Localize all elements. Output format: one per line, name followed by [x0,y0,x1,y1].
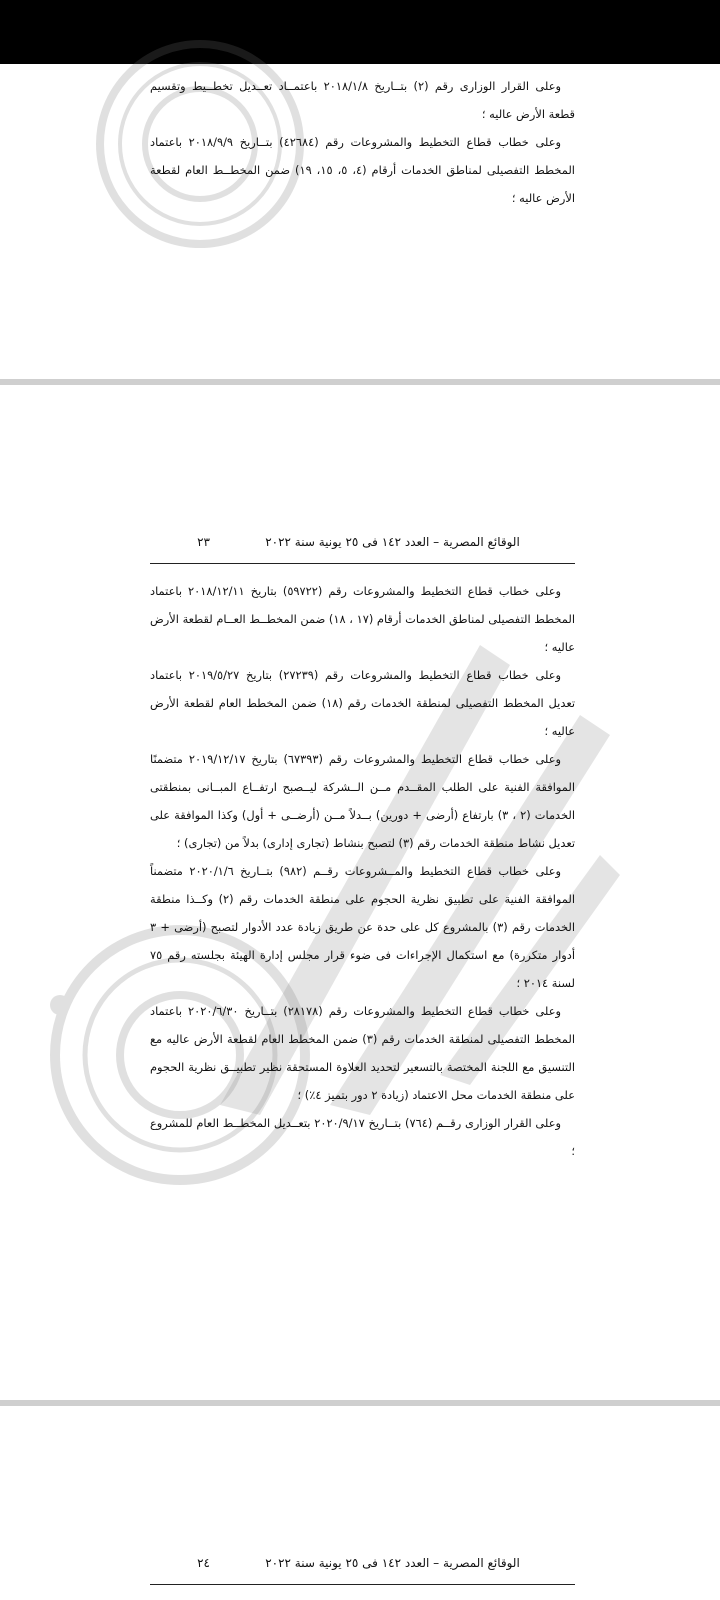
document-page-23 [0,385,720,1400]
paragraph: وعلى خطاب قطاع التخطيط والمشروعات رقم (٥٩٧٢٢) بتاريخ ٢٠١٨/١٢/١١ باعتماد المخطط التفصيلى لمناطق الخدمات أرقام (١٧ ، ١٨) ضمن المخطــط العــام لقطعة الأرض عاليه ؛ [150,584,575,654]
page-number: ٢٣ [197,535,210,549]
page-number: ٢٤ [197,1556,210,1570]
page-top-text [150,72,575,212]
header-rule [150,1584,575,1585]
document-page-24 [0,1406,720,1600]
paragraph: وعلى خطاب قطاع التخطيط والمشروعات رقم (٢٨١٧٨) بتــاريخ ٢٠٢٠/٦/٣٠ باعتماد المخطط التفصيلى لمنطقة الخدمات رقم (٣) ضمن المخطط العام لقطعة الأرض عاليه مع التنسيق مع اللجنة المختصة بالتسعير لتحديد العلاوة المستحقة نظير تطبيــق نظرية الحجوم على منطقة الخدمات محل الاعتماد (زيادة ٢ دور بتميز ٤٪) ؛ [150,1004,575,1102]
paragraph: وعلى خطاب قطاع التخطيط والمــشروعات رقــم (٩٨٢) بتــاريخ ٢٠٢٠/١/٦ متضمناً الموافقة الفنية على تطبيق نظرية الحجوم على منطقة الخدمات رقم (٢) وكــذا منطقة الخدمات رقم (٣) بالمشروع كل على حدة عن طريق زيادة عدد الأدوار لتصبح (أرضى + ٣ أدوار متكررة) مع استكمال الإجراءات فى ضوء قرار مجلس إدارة الهيئة بجلسته رقم ٧٥ لسنة ٢٠١٤ ؛ [150,864,575,990]
document-page-top [0,64,720,379]
status-bar [0,0,720,64]
page-header [150,1556,575,1570]
paragraph: وعلى القرار الوزارى رقــم (٧٦٤) بتــاريخ ٢٠٢٠/٩/١٧ بتعــديل المخطــط العام للمشروع ؛ [150,1116,575,1158]
header-title: الوقائع المصرية – العدد ١٤٢ فى ٢٥ يونية سنة ٢٠٢٢ [265,535,520,549]
page-23-text [150,577,575,1165]
paragraph: وعلى خطاب قطاع التخطيط والمشروعات رقم (٦٧٣٩٣) بتاريخ ٢٠١٩/١٢/١٧ متضمنًا الموافقة الفنية على الطلب المقــدم مــن الــشركة ليــصبح ارتفــاع المبــانى بمنطقتى الخدمات (٢ ، ٣) بارتفاع (أرضى + دورين) بــدلاً مــن (أرضــى + أول) وكذا الموافقة على تعديل نشاط منطقة الخدمات رقم (٣) لتصبح بنشاط (تجارى إدارى) بدلاً من (تجارى) ؛ [150,752,576,850]
page-header [150,535,575,549]
paragraph: وعلى خطاب قطاع التخطيط والمشروعات رقم (٢٧٢٣٩) بتاريخ ٢٠١٩/٥/٢٧ باعتماد تعديل المخطط التفصيلى لمنطقة الخدمات رقم (١٨) ضمن المخطط العام لقطعة الأرض عاليه ؛ [150,668,575,738]
header-title: الوقائع المصرية – العدد ١٤٢ فى ٢٥ يونية سنة ٢٠٢٢ [265,1556,520,1570]
paragraph: وعلى خطاب قطاع التخطيط والمشروعات رقم (٤٢٦٨٤) بتــاريخ ٢٠١٨/٩/٩ باعتماد المخطط التفصيلى لمناطق الخدمات أرقام (٤، ٥، ١٥، ١٩) ضمن المخطــط العام لقطعة الأرض عاليه ؛ [150,135,575,205]
paragraph: وعلى القرار الوزارى رقم (٢) بتــاريخ ٢٠١٨/١/٨ باعتمــاد تعــديل تخطــيط وتقسيم قطعة الأرض عاليه ؛ [150,79,575,121]
header-rule [150,563,575,564]
